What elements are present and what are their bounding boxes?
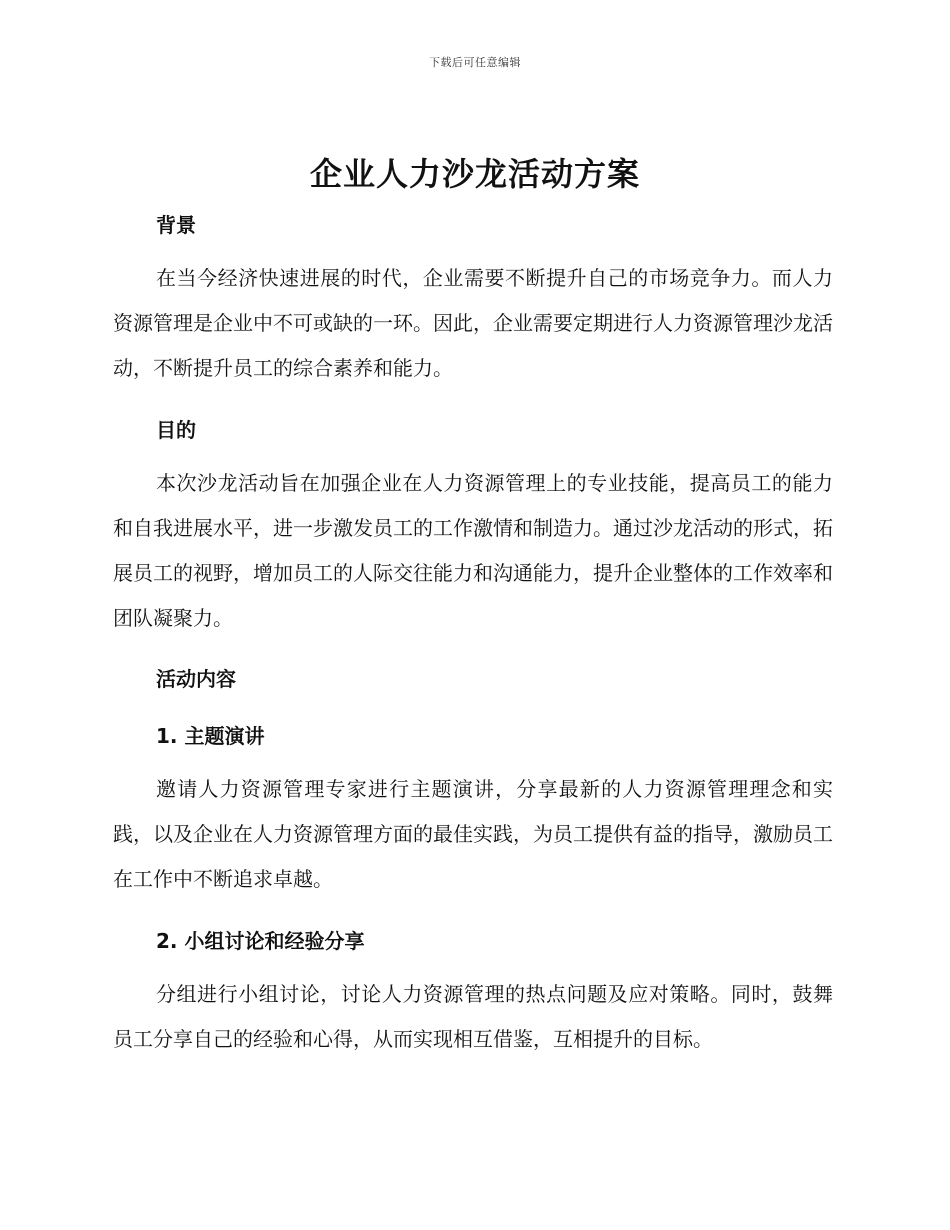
section-paragraph-background: 在当今经济快速进展的时代，企业需要不断提升自己的市场竞争力。而人力资源管理是企业中不可或缺的一环。因此，企业需要定期进行人力资源管理沙龙活动，不断提升员工的综合素养和能力。 xyxy=(113,266,833,380)
section-heading-activity-content: 活动内容 xyxy=(156,667,236,691)
header-note: 下载后可任意编辑 xyxy=(429,56,521,69)
section-paragraph-purpose: 本次沙龙活动旨在加强企业在人力资源管理上的专业技能，提高员工的能力和自我进展水平，进一步激发员工的工作激情和制造力。通过沙龙活动的形式，拓展员工的视野，增加员工的人际交往能力和沟通能力，提升企业整体的工作效率和团队凝聚力。 xyxy=(113,471,833,630)
section-heading-background: 背景 xyxy=(156,213,196,237)
section-heading-purpose: 目的 xyxy=(156,418,196,442)
document-title: 企业人力沙龙活动方案 xyxy=(309,155,640,193)
section-paragraph-keynote: 邀请人力资源管理专家进行主题演讲，分享最新的人力资源管理理念和实践，以及企业在人力资源管理方面的最佳实践，为员工提供有益的指导，激励员工在工作中不断追求卓越。 xyxy=(113,777,833,891)
section-paragraph-group-discussion: 分组进行小组讨论，讨论人力资源管理的热点问题及应对策略。同时，鼓舞员工分享自己的经验和心得，从而实现相互借鉴，互相提升的目标。 xyxy=(113,982,833,1051)
section-heading-group-discussion: 2. 小组讨论和经验分享 xyxy=(156,929,365,953)
section-heading-keynote: 1. 主题演讲 xyxy=(156,724,265,748)
